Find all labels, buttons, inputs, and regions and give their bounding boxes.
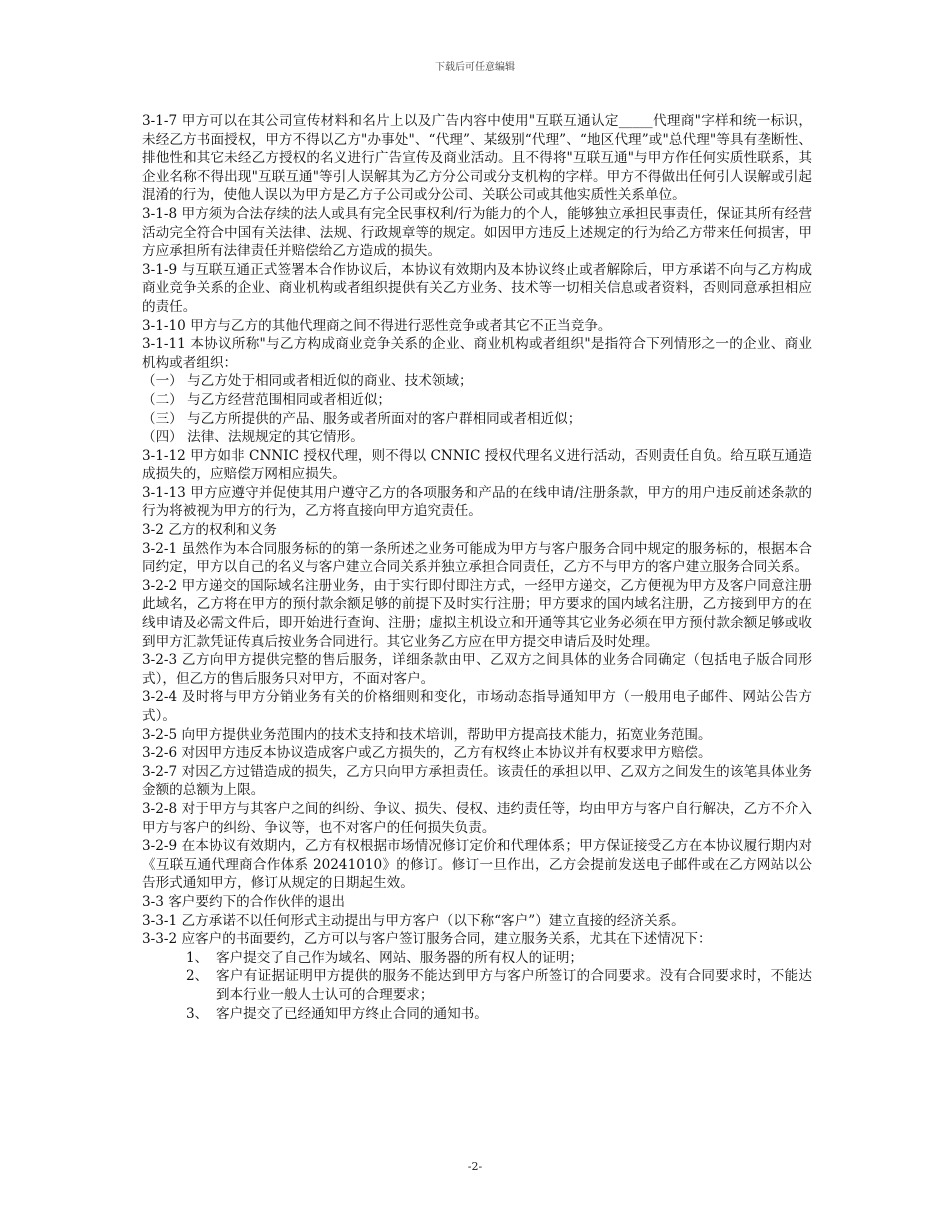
clause-item-3: （三） 与乙方所提供的产品、服务或者所面对的客户群相同或者相近似；: [142, 410, 582, 427]
paragraph-3-1-11: 3-1-11 本协议所称"与乙方构成商业竞争关系的企业、商业机构或者组织"是指符合下列情形之一的企业、商业机构或者组织：: [142, 336, 812, 371]
list-item: [142, 967, 812, 1004]
section-heading-3-2: 3-2 乙方的权利和义务: [142, 522, 277, 539]
paragraph-3-1-12: 3-1-12 甲方如非 CNNIC 授权代理，则不得以 CNNIC 授权代理名义进行活动，否则责任自负。给互联互通造成损失的，应赔偿万网相应损失。: [142, 447, 812, 483]
clause-item-1: （一） 与乙方处于相同或者相近似的商业、技术领域；: [142, 373, 473, 390]
paragraph-3-1-10: 3-1-10 甲方与乙方的其他代理商之间不得进行恶性竞争或者其它不正当竞争。: [142, 317, 612, 334]
paragraph-3-1-7: 3-1-7 甲方可以在其公司宣传材料和名片上以及广告内容中使用"互联互通认定_____代理商"字样和统一标识，未经乙方书面授权，甲方不得以乙方"办事处"、“代理”、某级别“代理”、“地区代理”或"总代理"等具有垄断性、排他性和其它未经乙方授权的名义进行广告宣传及商业活动。且不得将"互联互通"与甲方作任何实质性联系，其企业名称不得出现"互联互通"等引人误解其为乙方分公司或分支机构的字样。甲方不得做出任何引人误解或引起混淆的行为，使他人误以为甲方是乙方子公司或分公司、关联公司或其他实质性关系单位。: [142, 113, 812, 204]
paragraph-3-1-9: 3-1-9 与互联互通正式签署本合作协议后，本协议有效期内及本协议终止或者解除后，甲方承诺不向与乙方构成商业竞争关系的企业、商业机构或者组织提供有关乙方业务、技术等一切相关信息或者资料，否则同意承担相应的责任。: [142, 261, 812, 315]
section-heading-3-3: 3-3 客户要约下的合作伙伴的退出: [142, 893, 345, 910]
list-item-text: 客户有证据证明甲方提供的服务不能达到甲方与客户所签订的合同要求。没有合同要求时，不能达到本行业一般人士认可的合理要求；: [216, 968, 812, 1003]
paragraph-3-2-1: 3-2-1 虽然作为本合同服务标的的第一条所述之业务可能成为甲方与客户服务合同中规定的服务标的，根据本合同约定，甲方以自己的名义与客户建立合同关系并独立承担合同责任，乙方不与甲方的客户建立服务合同关系。: [142, 540, 812, 576]
paragraph-3-1-8: 3-1-8 甲方须为合法存续的法人或具有完全民事权利/行为能力的个人，能够独立承担民事责任，保证其所有经营活动完全符合中国有关法律、法规、行政规章等的规定。如因甲方违反上述规定的行为给乙方带来任何损害，甲方应承担所有法律责任并赔偿给乙方造成的损失。: [142, 205, 812, 260]
paragraph-3-2-2: 3-2-2 甲方递交的国际域名注册业务，由于实行即付即注方式，一经甲方递交，乙方便视为甲方及客户同意注册此域名，乙方将在甲方的预付款余额足够的前提下及时实行注册；甲方要求的国内域名注册，乙方接到甲方的在线申请及必需文件后，即开始进行查询、注册；虚拟主机设立和开通等其它业务必须在甲方预付款余额足够或收到甲方汇款凭证传真后按业务合同进行。其它业务乙方应在甲方提交申请后及时处理。: [142, 577, 812, 650]
paragraph-3-3-1: 3-3-1 乙方承诺不以任何形式主动提出与甲方客户（以下称“客户”）建立直接的经济关系。: [142, 912, 685, 929]
list-item-text: 客户提交了自己作为域名、网站、服务器的所有权人的证明；: [216, 949, 584, 966]
list-item-number: 1、: [186, 949, 209, 966]
list-item: [142, 1005, 812, 1024]
paragraph-3-3-2: 3-3-2 应客户的书面要约，乙方可以与客户签订服务合同，建立服务关系，尤其在下述情况下：: [142, 931, 712, 948]
list-item-number: 2、: [186, 968, 209, 985]
list-item-number: 3、: [186, 1005, 209, 1022]
paragraph-3-2-5: 3-2-5 向甲方提供业务范围内的技术支持和技术培训，帮助甲方提高技术能力，拓宽业务范围。: [142, 726, 712, 743]
list-item-text: 客户提交了已经通知甲方终止合同的通知书。: [216, 1005, 488, 1022]
list-item: [142, 949, 812, 968]
clause-item-4: （四） 法律、法规规定的其它情形。: [142, 429, 364, 446]
paragraph-3-2-4: 3-2-4 及时将与甲方分销业务有关的价格细则和变化，市场动态指导通知甲方（一般用电子邮件、网站公告方式）。: [142, 689, 812, 724]
page-header: 下载后可任意编辑: [435, 62, 515, 73]
document-body: [142, 112, 812, 1023]
paragraph-3-2-3: 3-2-3 乙方向甲方提供完整的售后服务，详细条款由甲、乙双方之间具体的业务合同确定（包括电子版合同形式），但乙方的售后服务只对甲方，不面对客户。: [142, 652, 812, 687]
paragraph-3-2-7: 3-2-7 对因乙方过错造成的损失，乙方只向甲方承担责任。该责任的承担以甲、乙双方之间发生的该笔具体业务金额的总额为上限。: [142, 763, 812, 799]
page-number: -2-: [467, 1160, 483, 1173]
paragraph-3-2-6: 3-2-6 对因甲方违反本协议造成客户或乙方损失的，乙方有权终止本协议并有权要求甲方赔偿。: [142, 745, 712, 762]
paragraph-3-2-8: 3-2-8 对于甲方与其客户之间的纠纷、争议、损失、侵权、违约责任等，均由甲方与客户自行解决，乙方不介入甲方与客户的纠纷、争议等，也不对客户的任何损失负责。: [142, 800, 812, 836]
clause-item-2: （二） 与乙方经营范围相同或者相近似；: [142, 391, 392, 408]
paragraph-3-2-9: 3-2-9 在本协议有效期内，乙方有权根据市场情况修订定价和代理体系；甲方保证接受乙方在本协议履行期内对《互联互通代理商合作体系 20241010》的修订。修订一旦作出，乙方会提前发送电子邮件或在乙方网站以公告形式通知甲方，修订从规定的日期起生效。: [142, 838, 812, 892]
paragraph-3-1-13: 3-1-13 甲方应遵守并促使其用户遵守乙方的各项服务和产品的在线申请/注册条款，甲方的用户违反前述条款的行为将被视为甲方的行为，乙方将直接向甲方追究责任。: [142, 484, 812, 520]
